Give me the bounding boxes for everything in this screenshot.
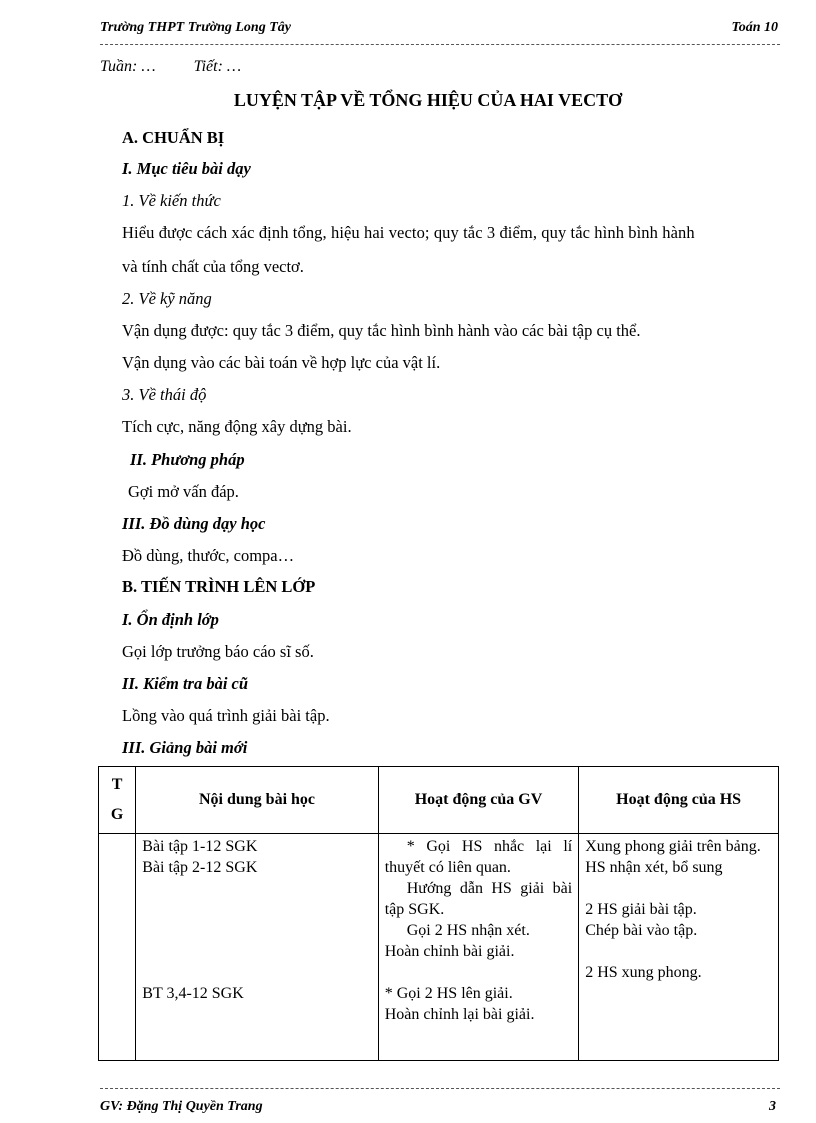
method-heading: II. Phương pháp (130, 450, 245, 469)
teacher-line: * Gọi 2 HS lên giải. (384, 985, 513, 1002)
knowledge-heading: 1. Về kiến thức (122, 191, 221, 210)
method-text: Gợi mở vấn đáp. (128, 482, 239, 501)
student-line (585, 941, 772, 962)
table-header-row (99, 767, 779, 834)
header-tg (99, 767, 136, 834)
week-label: Tuần: … (100, 58, 156, 75)
cell-student (579, 834, 779, 1061)
student-line: Chép bài vào tập. (585, 922, 698, 939)
tools-heading: III. Đồ dùng dạy học (122, 514, 266, 533)
student-line: 2 HS giải bài tập. (585, 901, 697, 918)
week-period (100, 58, 279, 76)
stabilize-heading: I. Ổn định lớp (122, 610, 219, 629)
lesson-table (98, 766, 779, 1061)
content-line (142, 920, 371, 941)
header-teacher: Hoạt động của GV (378, 767, 578, 834)
student-line (585, 878, 772, 899)
cell-teacher (378, 834, 578, 1061)
content-line (142, 878, 371, 899)
cell-tg (99, 834, 136, 1061)
page-title: LUYỆN TẬP VỀ TỔNG HIỆU CỦA HAI VECTƠ (233, 90, 623, 110)
student-line: Xung phong giải trên bảng. (585, 838, 761, 855)
footer-teacher: GV: Đặng Thị Quyền Trang (100, 1099, 263, 1114)
content-line (142, 941, 371, 962)
footer-divider (100, 1088, 780, 1089)
new-lesson-heading: III. Giảng bài mới (122, 738, 248, 757)
period-label: Tiết: … (193, 58, 242, 75)
content-line: Bài tập 1-12 SGK (142, 838, 258, 855)
student-line: 2 HS xung phong. (585, 964, 702, 981)
header-school: Trường THPT Trường Long Tây (100, 20, 291, 35)
teacher-line: Gọi 2 HS nhận xét. (406, 922, 530, 939)
check-text: Lồng vào quá trình giải bài tập. (122, 706, 330, 725)
skills-text-2: Vận dụng vào các bài toán về hợp lực của vật lí. (122, 353, 441, 372)
objectives-heading: I. Mục tiêu bài dạy (122, 159, 251, 178)
attitude-heading: 3. Về thái độ (122, 385, 207, 404)
student-line: HS nhận xét, bổ sung (585, 859, 723, 876)
page-number: 3 (769, 1099, 776, 1114)
header-content: Nội dung bài học (136, 767, 378, 834)
section-a-heading: A. CHUẨN BỊ (122, 128, 225, 147)
cell-content (136, 834, 378, 1061)
skills-text-1: Vận dụng được: quy tắc 3 điểm, quy tắc hình bình hành vào các bài tập cụ thể. (122, 321, 641, 340)
teacher-line: Hoàn chỉnh lại bài giải. (384, 1006, 535, 1023)
header-subject: Toán 10 (731, 20, 778, 35)
section-b-heading: B. TIẾN TRÌNH LÊN LỚP (122, 577, 316, 596)
header-divider (100, 44, 780, 45)
content-line (142, 962, 371, 983)
teacher-line: Hoàn chỉnh bài giải. (384, 943, 515, 960)
skills-heading: 2. Về kỹ năng (122, 289, 212, 308)
knowledge-text-2: và tính chất của tổng vectơ. (122, 257, 304, 276)
header-tg-g: G (110, 806, 124, 823)
tools-text: Đồ dùng, thước, compa… (122, 546, 295, 565)
knowledge-text-1: Hiểu được cách xác định tổng, hiệu hai vecto; quy tắc 3 điểm, quy tắc hình bình hành (122, 223, 695, 242)
content-line (142, 899, 371, 920)
table-row (99, 834, 779, 1061)
attitude-text: Tích cực, năng động xây dựng bài. (122, 417, 352, 436)
teacher-line: * Gọi HS nhắc lại lí thuyết có liên quan. (384, 838, 573, 876)
teacher-line: Hướng dẫn HS giải bài tập SGK. (384, 880, 573, 918)
content-line: Bài tập 2-12 SGK (142, 859, 258, 876)
stabilize-text: Gọi lớp trưởng báo cáo sĩ số. (122, 642, 314, 661)
header-student: Hoạt động của HS (579, 767, 779, 834)
check-heading: II. Kiểm tra bài cũ (122, 674, 249, 693)
header-tg-t: T (111, 776, 123, 793)
teacher-line (385, 962, 572, 983)
content-line: BT 3,4-12 SGK (142, 985, 244, 1002)
